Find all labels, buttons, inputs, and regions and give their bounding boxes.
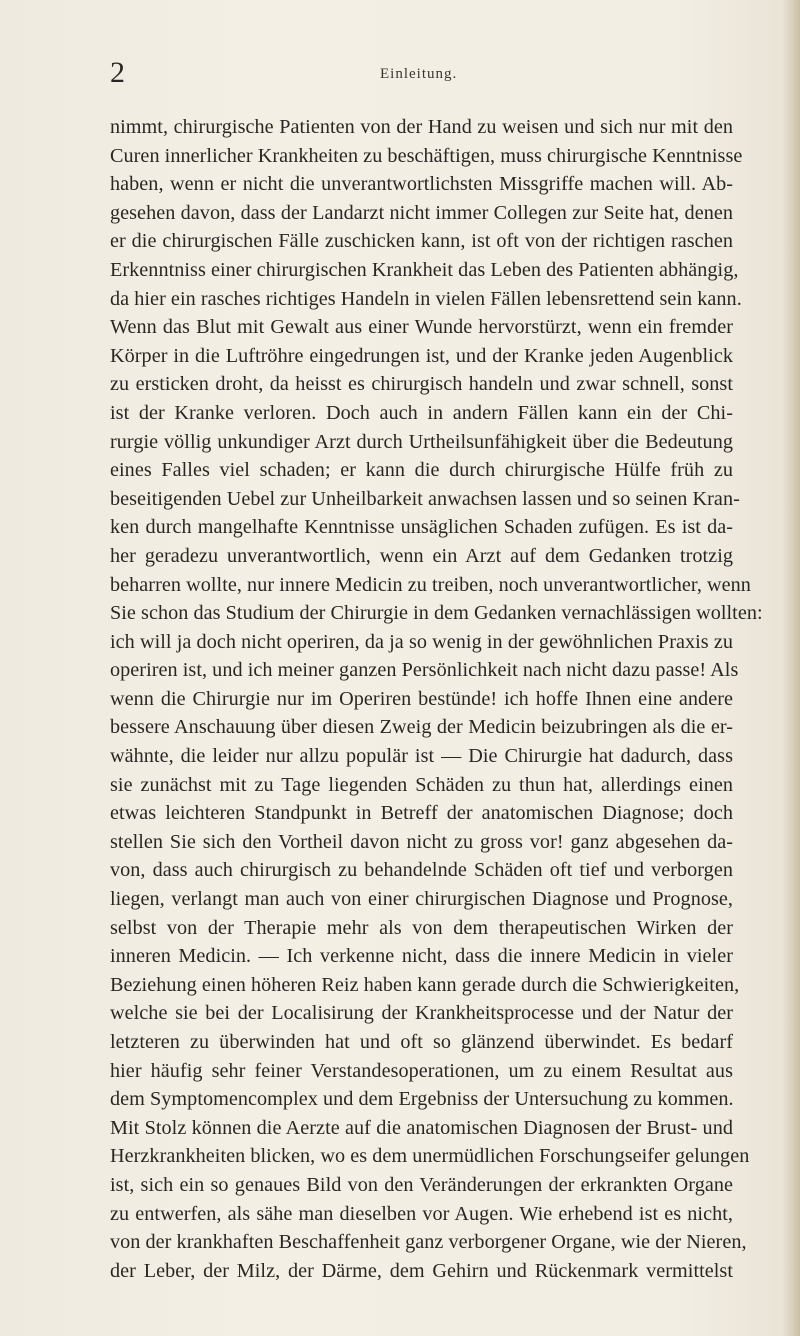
text-line: dem Symptomencomplex und dem Ergebniss der Untersuchung zu kommen. xyxy=(110,1088,734,1111)
text-line: beseitigenden Uebel zur Unheilbarkeit anwachsen lassen und so seinen Kran- xyxy=(110,487,740,510)
text-line: Beziehung einen höheren Reiz haben kann gerade durch die Schwierigkeiten, xyxy=(110,973,740,996)
text-line: wähnte, die leider nur allzu populär ist — Die Chirurgie hat dadurch, dass xyxy=(110,745,733,768)
text-line: zu ersticken droht, da heisst es chirurgisch handeln und zwar schnell, sonst xyxy=(110,373,733,396)
text-line: Mit Stolz können die Aerzte auf die anatomischen Diagnosen der Brust- und xyxy=(110,1116,733,1139)
text-line: bessere Anschauung über diesen Zweig der Medicin beizubringen als die er- xyxy=(110,716,733,739)
text-line: Wenn das Blut mit Gewalt aus einer Wunde hervorstürzt, wenn ein fremder xyxy=(110,316,733,339)
text-line: ken durch mangelhafte Kenntnisse unsäglichen Schaden zufügen. Es ist da- xyxy=(110,516,733,539)
text-line: Erkenntniss einer chirurgischen Krankheit das Leben des Patienten abhängig, xyxy=(110,258,739,281)
running-head: Einleitung. xyxy=(380,66,458,82)
text-line: welche sie bei der Localisirung der Krankheitsprocesse und der Natur der xyxy=(110,1002,733,1025)
text-line: etwas leichteren Standpunkt in Betreff der anatomischen Diagnose; doch xyxy=(110,802,733,825)
text-line: zu entwerfen, als sähe man dieselben vor Augen. Wie erhebend ist es nicht, xyxy=(110,1202,733,1225)
page-number: 2 xyxy=(110,56,125,89)
text-line: von der krankhaften Beschaffenheit ganz verborgener Organe, wie der Nieren, xyxy=(110,1231,747,1254)
text-line: rurgie völlig unkundiger Arzt durch Urtheilsunfähigkeit über die Bedeutung xyxy=(110,430,733,453)
text-line: ist, sich ein so genaues Bild von den Veränderungen der erkrankten Organe xyxy=(110,1173,733,1196)
text-line: Sie schon das Studium der Chirurgie in dem Gedanken vernachlässigen wollten: xyxy=(110,602,763,625)
text-line: wenn die Chirurgie nur im Operiren bestünde! ich hoffe Ihnen eine andere xyxy=(110,687,733,710)
text-line: Curen innerlicher Krankheiten zu beschäftigen, muss chirurgische Kenntnisse xyxy=(110,144,743,167)
text-line: inneren Medicin. — Ich verkenne nicht, dass die innere Medicin in vieler xyxy=(110,945,733,968)
text-line: er die chirurgischen Fälle zuschicken kann, ist oft von der richtigen raschen xyxy=(110,230,733,253)
body-text xyxy=(110,113,763,1285)
text-line: letzteren zu überwinden hat und oft so glänzend überwindet. Es bedarf xyxy=(110,1031,733,1053)
text-line: von, dass auch chirurgisch zu behandelnde Schäden oft tief und verborgen xyxy=(110,859,733,882)
text-line: stellen Sie sich den Vortheil davon nicht zu gross vor! ganz abgesehen da- xyxy=(110,830,733,853)
text-line: ist der Kranke verloren. Doch auch in andern Fällen kann ein der Chi- xyxy=(110,401,733,424)
page-header xyxy=(110,56,730,96)
text-line: ich will ja doch nicht operiren, da ja so wenig in der gewöhnlichen Praxis zu xyxy=(110,630,733,653)
text-line: liegen, verlangt man auch von einer chirurgischen Diagnose und Prognose, xyxy=(110,888,733,911)
text-line: der Leber, der Milz, der Därme, dem Gehirn und Rückenmark vermittelst xyxy=(110,1259,733,1282)
text-line: selbst von der Therapie mehr als von dem therapeutischen Wirken der xyxy=(110,916,733,939)
text-line: haben, wenn er nicht die unverantwortlichsten Missgriffe machen will. Ab- xyxy=(110,173,733,196)
text-line: da hier ein rasches richtiges Handeln in vielen Fällen lebensrettend sein kann. xyxy=(110,287,742,310)
text-line: her geradezu unverantwortlich, wenn ein Arzt auf dem Gedanken trotzig xyxy=(110,544,733,567)
text-line: operiren ist, und ich meiner ganzen Persönlichkeit nach nicht dazu passe! Als xyxy=(110,659,739,682)
text-line: sie zunächst mit zu Tage liegenden Schäden zu thun hat, allerdings einen xyxy=(110,773,733,796)
text-line: nimmt, chirurgische Patienten von der Hand zu weisen und sich nur mit den xyxy=(110,116,733,138)
text-line: hier häufig sehr feiner Verstandesoperationen, um zu einem Resultat aus xyxy=(110,1059,733,1082)
text-line: eines Falles viel schaden; er kann die durch chirurgische Hülfe früh zu xyxy=(110,459,733,482)
text-line: Körper in die Luftröhre eingedrungen ist, und der Kranke jeden Augenblick xyxy=(110,344,733,367)
text-line: beharren wollte, nur innere Medicin zu treiben, noch unverantwortlicher, wenn xyxy=(110,573,751,596)
page-edge-shadow xyxy=(782,0,800,1336)
text-line: gesehen davon, dass der Landarzt nicht immer Collegen zur Seite hat, denen xyxy=(110,201,733,224)
text-line: Herzkrankheiten blicken, wo es dem unermüdlichen Forschungseifer gelungen xyxy=(110,1145,750,1168)
